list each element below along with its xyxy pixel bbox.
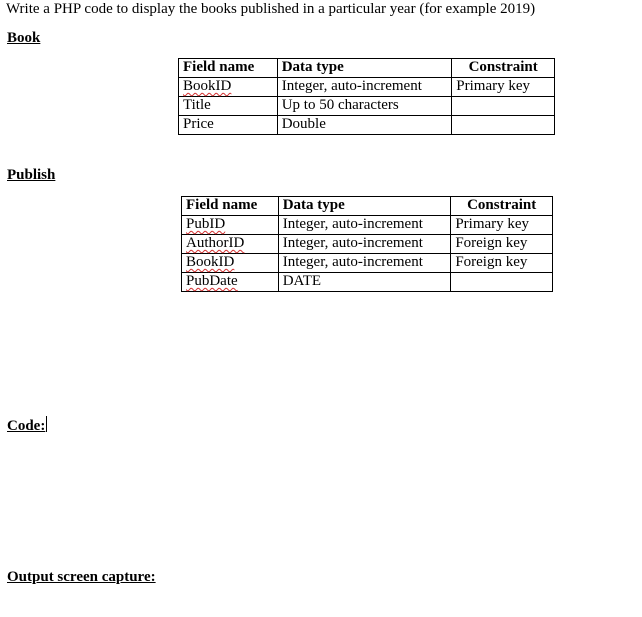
table-row (182, 216, 553, 235)
constraint-cell (452, 116, 555, 135)
output-heading: Output screen capture: (7, 569, 156, 585)
field-name-cell: Title (179, 97, 278, 116)
table-row (182, 235, 553, 254)
table-row (179, 116, 555, 135)
table-header-row (179, 59, 555, 78)
code-label: Code: (7, 418, 46, 434)
table-row (182, 254, 553, 273)
constraint-cell: Foreign key (451, 254, 553, 273)
code-heading[interactable] (7, 416, 47, 435)
constraint-cell (451, 273, 553, 292)
data-type-cell: Double (277, 116, 452, 135)
table-header-row (182, 197, 553, 216)
data-type-cell: Up to 50 characters (277, 97, 452, 116)
field-name-cell: BookID (182, 254, 279, 273)
constraint-cell: Foreign key (451, 235, 553, 254)
header-field-name: Field name (182, 197, 279, 216)
data-type-cell: Integer, auto-increment (278, 235, 451, 254)
field-name-cell: PubID (182, 216, 279, 235)
field-name-cell: BookID (179, 78, 278, 97)
header-field-name: Field name (179, 59, 278, 78)
constraint-cell: Primary key (452, 78, 555, 97)
book-table (178, 58, 555, 135)
field-name-cell: PubDate (182, 273, 279, 292)
constraint-cell: Primary key (451, 216, 553, 235)
table-row (182, 273, 553, 292)
header-data-type: Data type (278, 197, 451, 216)
field-name-cell: AuthorID (182, 235, 279, 254)
data-type-cell: DATE (278, 273, 451, 292)
question-text: Write a PHP code to display the books published in a particular year (for example 2019) (6, 1, 536, 17)
header-constraint: Constraint (452, 59, 555, 78)
header-constraint: Constraint (451, 197, 553, 216)
data-type-cell: Integer, auto-increment (278, 216, 451, 235)
publish-heading: Publish (7, 167, 56, 183)
book-heading: Book (7, 30, 41, 46)
table-row (179, 78, 555, 97)
field-name-cell: Price (179, 116, 278, 135)
table-row (179, 97, 555, 116)
text-cursor (46, 416, 47, 432)
data-type-cell: Integer, auto-increment (278, 254, 451, 273)
publish-table (181, 196, 553, 292)
header-data-type: Data type (277, 59, 452, 78)
data-type-cell: Integer, auto-increment (277, 78, 452, 97)
constraint-cell (452, 97, 555, 116)
